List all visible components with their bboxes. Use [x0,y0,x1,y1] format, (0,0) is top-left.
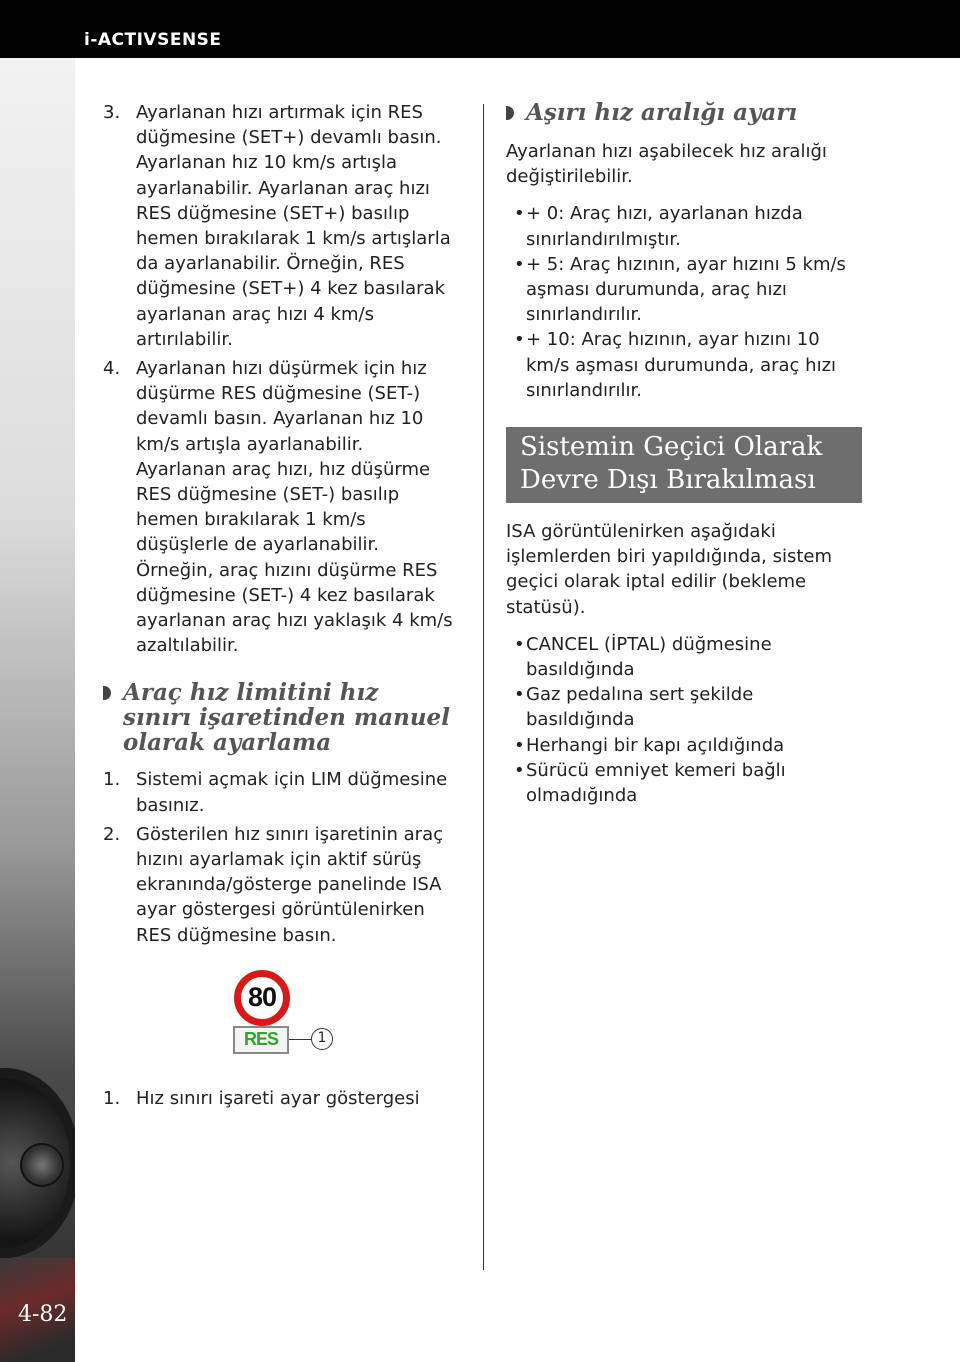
list-item [514,201,866,251]
bullet-dot: • [514,633,525,655]
bullet-dot: • [514,253,525,275]
paragraph: ISA görüntülenirken aşağıdaki işlemlerden biri yapıldığında, sistem geçici olarak iptal edilir (bekleme statüsü). [506,521,833,618]
item-text: + 10: Araç hızının, ayar hızını 10 km/s aşması durumunda, araç hızı sınırlandırılır. [526,329,837,401]
callout-leader-line [289,1039,311,1040]
item-text: Gaz pedalına sert şekilde basıldığında [526,684,754,731]
list-item [514,758,866,808]
item-text: + 5: Araç hızının, ayar hızını 5 km/s aşması durumunda, araç hızı sınırlandırılır. [526,253,846,326]
item-text: Sistemi açmak için LIM düğmesine basınız. [136,769,448,816]
item-text: Ayarlanan hızı düşürmek için hız düşürme RES düğmesine (SET-) devamlı basın. Ayarlanan hız 10 km/s artışla ayarlanabilir. Ayarlanan araç hızı, hız düşürme RES düğmesine (SET-) basılıp hemen bırakılarak 1 km/s düşüşlerle de ayarlanabilir. Örneğin, araç hızını düşürme RES düğmesine (SET-) 4 kez basılarak ayarlanan araç hızı yaklaşık 4 km/s azaltılabilir. [136,358,453,657]
caption-number: 1. [103,1087,121,1109]
list-item [514,252,866,328]
header-bar [0,0,960,58]
list-item [514,682,866,732]
steering-hub-image [20,1143,64,1187]
side-photo-strip [0,58,75,1362]
speed-limit-value: 80 [247,982,277,1013]
subheading-text: Araç hız limitini hız sınırı işaretinden manuel olarak ayarlama [123,679,450,757]
item-text: Herhangi bir kapı açıldığında [526,734,785,756]
bullet-dot: • [514,203,525,225]
item-text: Gösterilen hız sınırı işaretinin araç hızını ayarlamak için aktif sürüş ekranında/gösterge panelinde ISA ayar göstergesi görüntülenirken RES düğmesine basın. [136,823,444,946]
list-item [514,733,866,758]
item-text: CANCEL (İPTAL) düğmesine basıldığında [526,633,772,681]
bullet-dot: • [514,734,525,756]
column-divider [483,104,484,1270]
list-item [103,100,453,352]
section-marker-icon [103,680,123,755]
bullet-dot: • [514,329,525,351]
item-number: 2. [103,823,121,845]
figure-caption [103,1086,453,1111]
bullet-dot: • [514,759,525,781]
item-text: + 0: Araç hızı, ayarlanan hızda sınırlandırılmıştır. [526,203,803,250]
list-item [514,632,866,682]
list-item [103,767,453,817]
chapter-title: i-ACTIVSENSE [84,30,222,50]
item-text: Sürücü emniyet kemeri bağlı olmadığında [526,759,786,807]
left-column [103,100,453,1115]
item-number: 3. [103,102,121,123]
subheading-overspeed-range [506,100,866,127]
list-item [103,356,453,658]
section-marker-icon [506,100,526,127]
list-item [103,822,453,948]
item-number: 4. [103,358,121,380]
speed-limit-sign-icon [234,970,290,1026]
page-number: 4-82 [18,1302,68,1327]
item-number: 1. [103,769,121,791]
list-item [514,327,866,403]
bullet-dot: • [514,684,525,706]
isa-indicator-figure [103,966,453,1076]
right-column [506,100,866,808]
res-indicator [233,1026,289,1054]
paragraph: Ayarlanan hızı aşabilecek hız aralığı değiştirilebilir. [506,141,827,188]
res-label: RES [243,1029,278,1050]
caption-text: Hız sınırı işareti ayar göstergesi [136,1087,420,1109]
item-text: Ayarlanan hızı artırmak için RES düğmesine (SET+) devamlı basın. Ayarlanan hız 10 km/s artışla ayarlanabilir. Ayarlanan araç hızı RES düğmesine (SET+) basılıp hemen bırakılarak 1 km/s artışlarla da ayarlanabilir. Örneğin, RES düğmesine (SET+) 4 kez basılarak ayarlanan araç hızı 4 km/s artırılabilir. [136,102,451,350]
section-title-box: Sistemin Geçici Olarak Devre Dışı Bırakılması [506,427,862,503]
callout-number: 1 [311,1028,333,1050]
subheading-text: Aşırı hız aralığı ayarı [526,99,798,126]
subheading-manual-limit [103,680,453,755]
